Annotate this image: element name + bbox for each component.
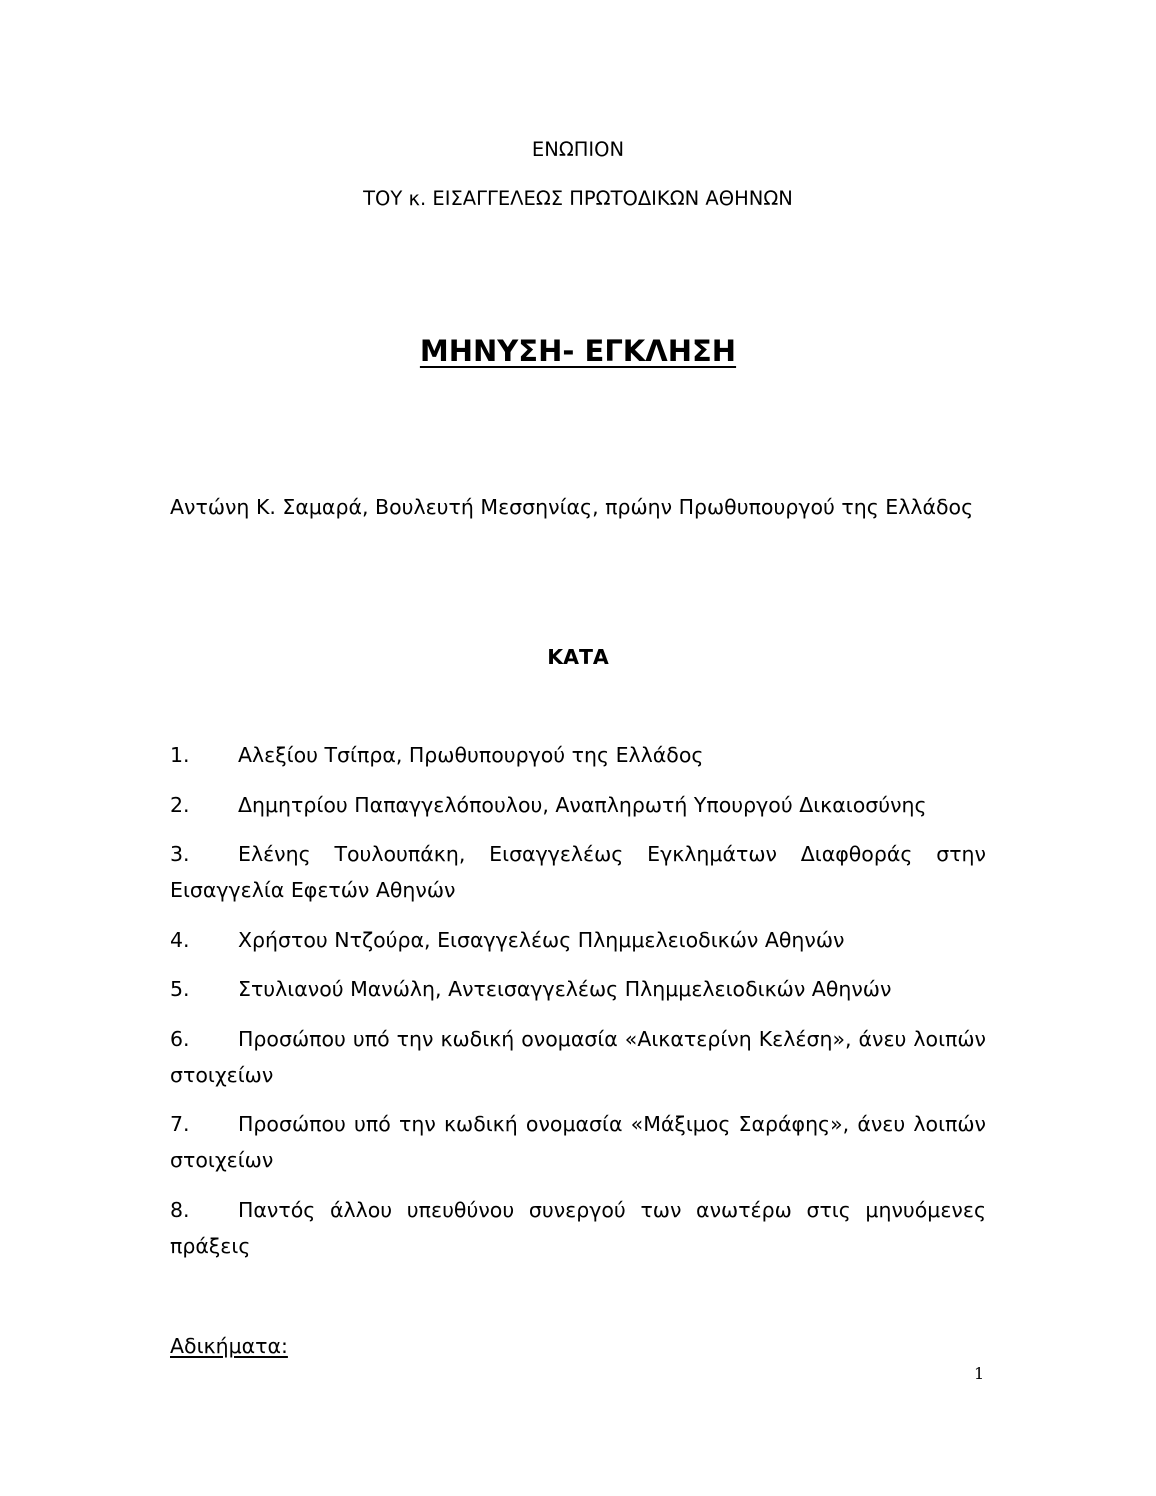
defendant-text: Προσώπου υπό την κωδική ονομασία «Μάξιμος Σαράφης», άνευ λοιπών στοιχείων [170, 1112, 986, 1172]
defendant-number: 5. [170, 977, 190, 1001]
defendant-text: Δημητρίου Παπαγγελόπουλου, Αναπληρωτή Υπουργού Δικαιοσύνης [238, 792, 927, 817]
defendant-item [170, 1021, 986, 1093]
defendant-number: 8. [170, 1197, 190, 1222]
defendant-item [170, 787, 986, 823]
defendant-text: Ελένης Τουλουπάκη, Εισαγγελέως Εγκλημάτων Διαφθοράς στην Εισαγγελία Εφετών Αθηνών [170, 842, 986, 902]
defendant-text: Στυλιανού Μανώλη, Αντεισαγγελέως Πλημμελειοδικών Αθηνών [238, 977, 892, 1001]
header-before: ΕΝΩΠΙΟΝ [531, 138, 625, 161]
document-title: ΜΗΝΥΣΗ- ΕΓΚΛΗΣΗ [419, 334, 737, 368]
defendant-number: 2. [170, 792, 190, 817]
offenses-heading: Αδικήματα: [170, 1334, 288, 1358]
header-authority: ΤΟΥ κ. ΕΙΣΑΓΓΕΛΕΩΣ ΠΡΩΤΟΔΙΚΩΝ ΑΘΗΝΩΝ [363, 187, 793, 210]
defendants-list [170, 737, 986, 1277]
defendant-item [170, 922, 986, 958]
defendant-item [170, 971, 986, 1007]
defendant-item [170, 1192, 986, 1264]
defendant-text: Αλεξίου Τσίπρα, Πρωθυπουργού της Ελλάδος [238, 743, 704, 767]
defendant-text: Χρήστου Ντζούρα, Εισαγγελέως Πλημμελειοδικών Αθηνών [238, 927, 845, 952]
defendant-item [170, 836, 986, 908]
defendant-number: 3. [170, 842, 190, 866]
against-heading: ΚΑΤΑ [547, 645, 609, 669]
defendant-number: 1. [170, 743, 190, 767]
defendant-item [170, 1106, 986, 1178]
defendant-item [170, 737, 986, 773]
defendant-text: Προσώπου υπό την κωδική ονομασία «Αικατερίνη Κελέση», άνευ λοιπών στοιχείων [170, 1026, 986, 1087]
defendant-number: 4. [170, 927, 190, 952]
defendant-number: 7. [170, 1112, 190, 1136]
defendant-number: 6. [170, 1026, 190, 1051]
complainant-line: Αντώνη Κ. Σαμαρά, Βουλευτή Μεσσηνίας, πρώην Πρωθυπουργού της Ελλάδος [170, 495, 974, 519]
defendant-text: Παντός άλλου υπευθύνου συνεργού των ανωτέρω στις μηνυόμενες πράξεις [170, 1197, 986, 1258]
page-number: 1 [974, 1364, 985, 1383]
